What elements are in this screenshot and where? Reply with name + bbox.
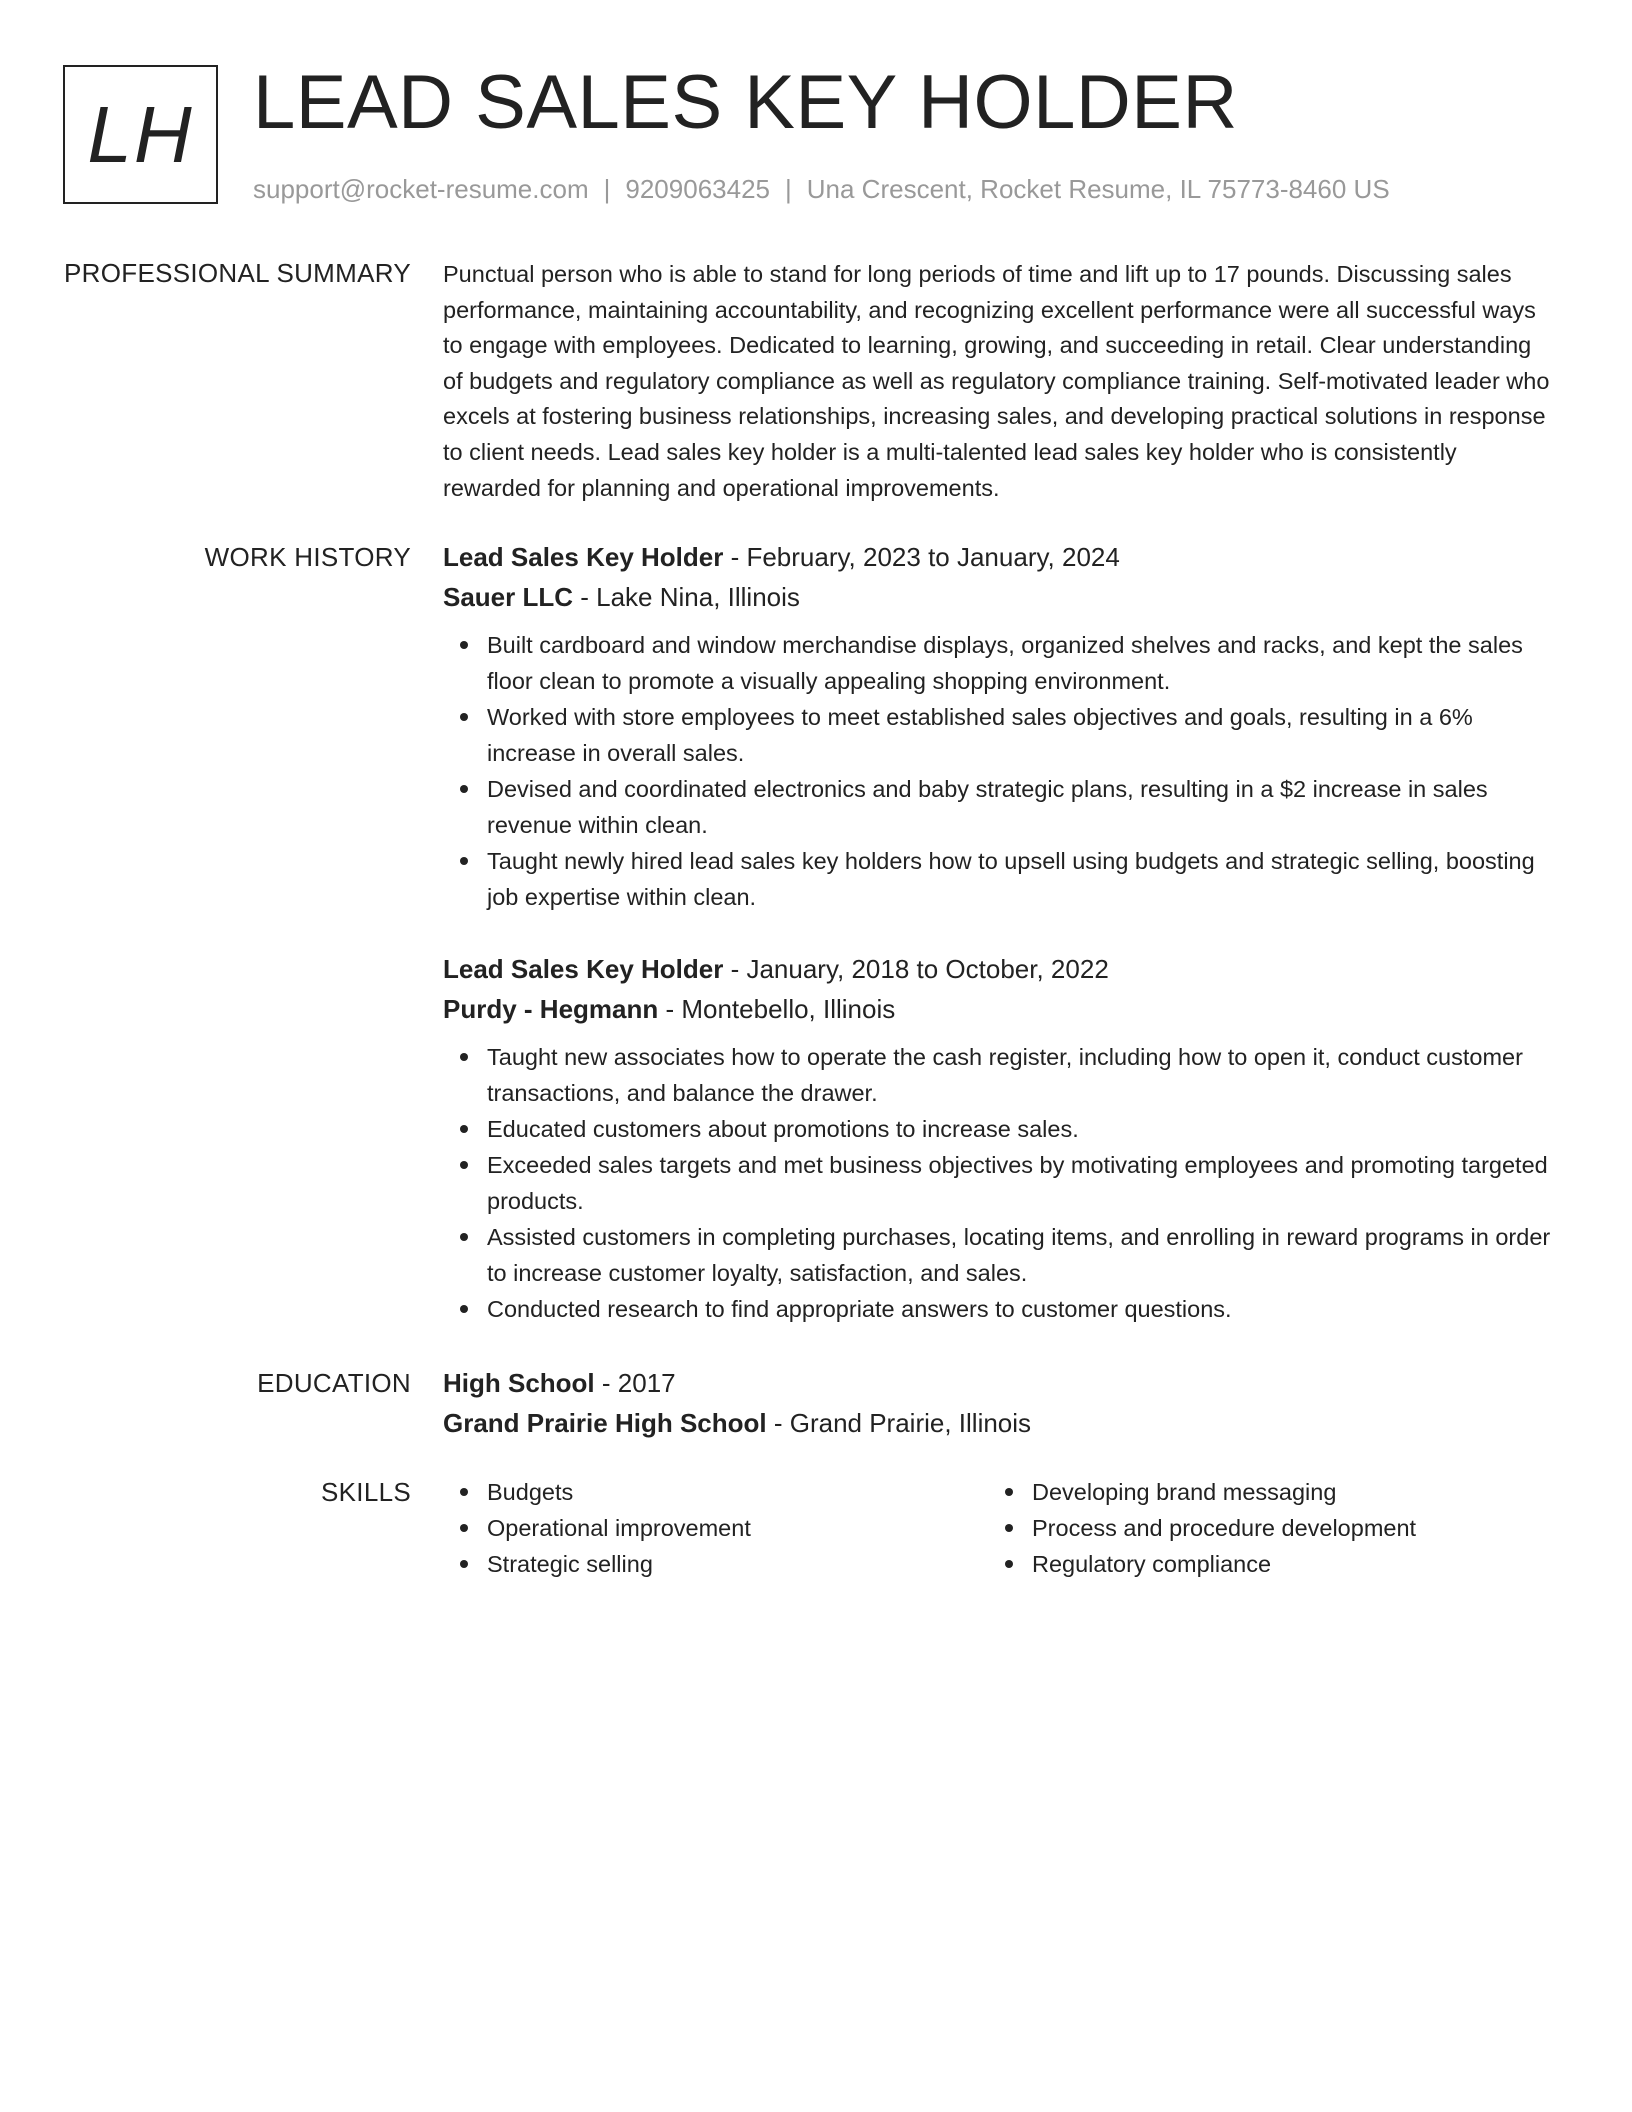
job-company: Sauer LLC — [443, 582, 574, 612]
skills-columns — [443, 1474, 1553, 1582]
skills-list — [443, 1474, 988, 1582]
job-bullets — [443, 1039, 1553, 1327]
skills-column-right — [988, 1474, 1508, 1582]
list-item: Taught newly hired lead sales key holders how to upsell using budgets and strategic selling, boosting job expertise within clean. — [487, 843, 1553, 915]
education-degree: High School — [443, 1368, 595, 1398]
job-title: Lead Sales Key Holder — [443, 542, 724, 572]
list-item: Worked with store employees to meet established sales objectives and goals, resulting in a 6% increase in overall sales. — [487, 699, 1553, 771]
list-item: Strategic selling — [487, 1546, 988, 1582]
list-item: Developing brand messaging — [1032, 1474, 1508, 1510]
list-item: Process and procedure development — [1032, 1510, 1508, 1546]
contact-email: support@rocket-resume.com — [253, 174, 589, 204]
list-item: Budgets — [487, 1474, 988, 1510]
education-school: Grand Prairie High School — [443, 1408, 767, 1438]
job-company: Purdy - Hegmann — [443, 994, 659, 1024]
job-location: - Montebello, Illinois — [658, 994, 896, 1024]
education-entry — [443, 1363, 1553, 1443]
summary-text: Punctual person who is able to stand for long periods of time and lift up to 17 pounds. Discussing sales performance, maintaining accountability, and recognizing excellent performance were all successful ways to engage with employees. Dedicated to learning, growing, and succeeding in retail. Clear understanding of budgets and regulatory compliance as well as regulatory compliance training. Self-motivated leader who excels at fostering business relationships, increasing sales, and developing practical solutions in response to client needs. Lead sales key holder is a multi-talented lead sales key holder who is consistently rewarded for planning and operational improvements. — [443, 261, 1550, 501]
skills-column-left — [443, 1474, 988, 1582]
education-degree-line — [443, 1363, 1553, 1403]
job-bullets — [443, 627, 1553, 915]
job-entry — [443, 949, 1553, 1327]
job-location: - Lake Nina, Illinois — [573, 582, 800, 612]
job-title-line — [443, 949, 1553, 989]
education-school-line — [443, 1403, 1553, 1443]
education-location: - Grand Prairie, Illinois — [766, 1408, 1032, 1438]
list-item: Built cardboard and window merchandise displays, organized shelves and racks, and kept the sales floor clean to promote a visually appealing shopping environment. — [487, 627, 1553, 699]
page-title: LEAD SALES KEY HOLDER — [253, 60, 1238, 145]
job-title: Lead Sales Key Holder — [443, 954, 724, 984]
monogram: LH — [63, 65, 218, 204]
job-company-line — [443, 989, 1553, 1029]
list-item: Assisted customers in completing purchases, locating items, and enrolling in reward programs in order to increase customer loyalty, satisfaction, and sales. — [487, 1219, 1553, 1291]
list-item: Conducted research to find appropriate answers to customer questions. — [487, 1291, 1553, 1327]
job-dates: - February, 2023 to January, 2024 — [723, 542, 1120, 572]
list-item: Operational improvement — [487, 1510, 988, 1546]
job-company-line — [443, 577, 1553, 617]
work-history-heading: WORK HISTORY — [204, 542, 411, 572]
summary-section — [443, 257, 1553, 506]
contact-address: Una Crescent, Rocket Resume, IL 75773-8460 US — [806, 174, 1390, 204]
contact-phone: 9209063425 — [625, 174, 770, 204]
job-dates: - January, 2018 to October, 2022 — [723, 954, 1109, 984]
contact-separator: | — [785, 174, 792, 204]
job-entry — [443, 537, 1553, 915]
list-item: Taught new associates how to operate the cash register, including how to open it, conduct customer transactions, and balance the drawer. — [487, 1039, 1553, 1111]
skills-section — [443, 1474, 1553, 1582]
list-item: Regulatory compliance — [1032, 1546, 1508, 1582]
skills-list — [988, 1474, 1508, 1582]
skills-heading: SKILLS — [321, 1477, 411, 1507]
contact-separator: | — [603, 174, 611, 204]
list-item: Devised and coordinated electronics and baby strategic plans, resulting in a $2 increase in sales revenue within clean. — [487, 771, 1553, 843]
list-item: Educated customers about promotions to increase sales. — [487, 1111, 1553, 1147]
education-year: - 2017 — [594, 1368, 676, 1398]
contact-line — [253, 172, 1390, 206]
job-title-line — [443, 537, 1553, 577]
education-heading: EDUCATION — [257, 1368, 411, 1398]
summary-heading: PROFESSIONAL SUMMARY — [64, 258, 411, 288]
list-item: Exceeded sales targets and met business objectives by motivating employees and promoting targeted products. — [487, 1147, 1553, 1219]
